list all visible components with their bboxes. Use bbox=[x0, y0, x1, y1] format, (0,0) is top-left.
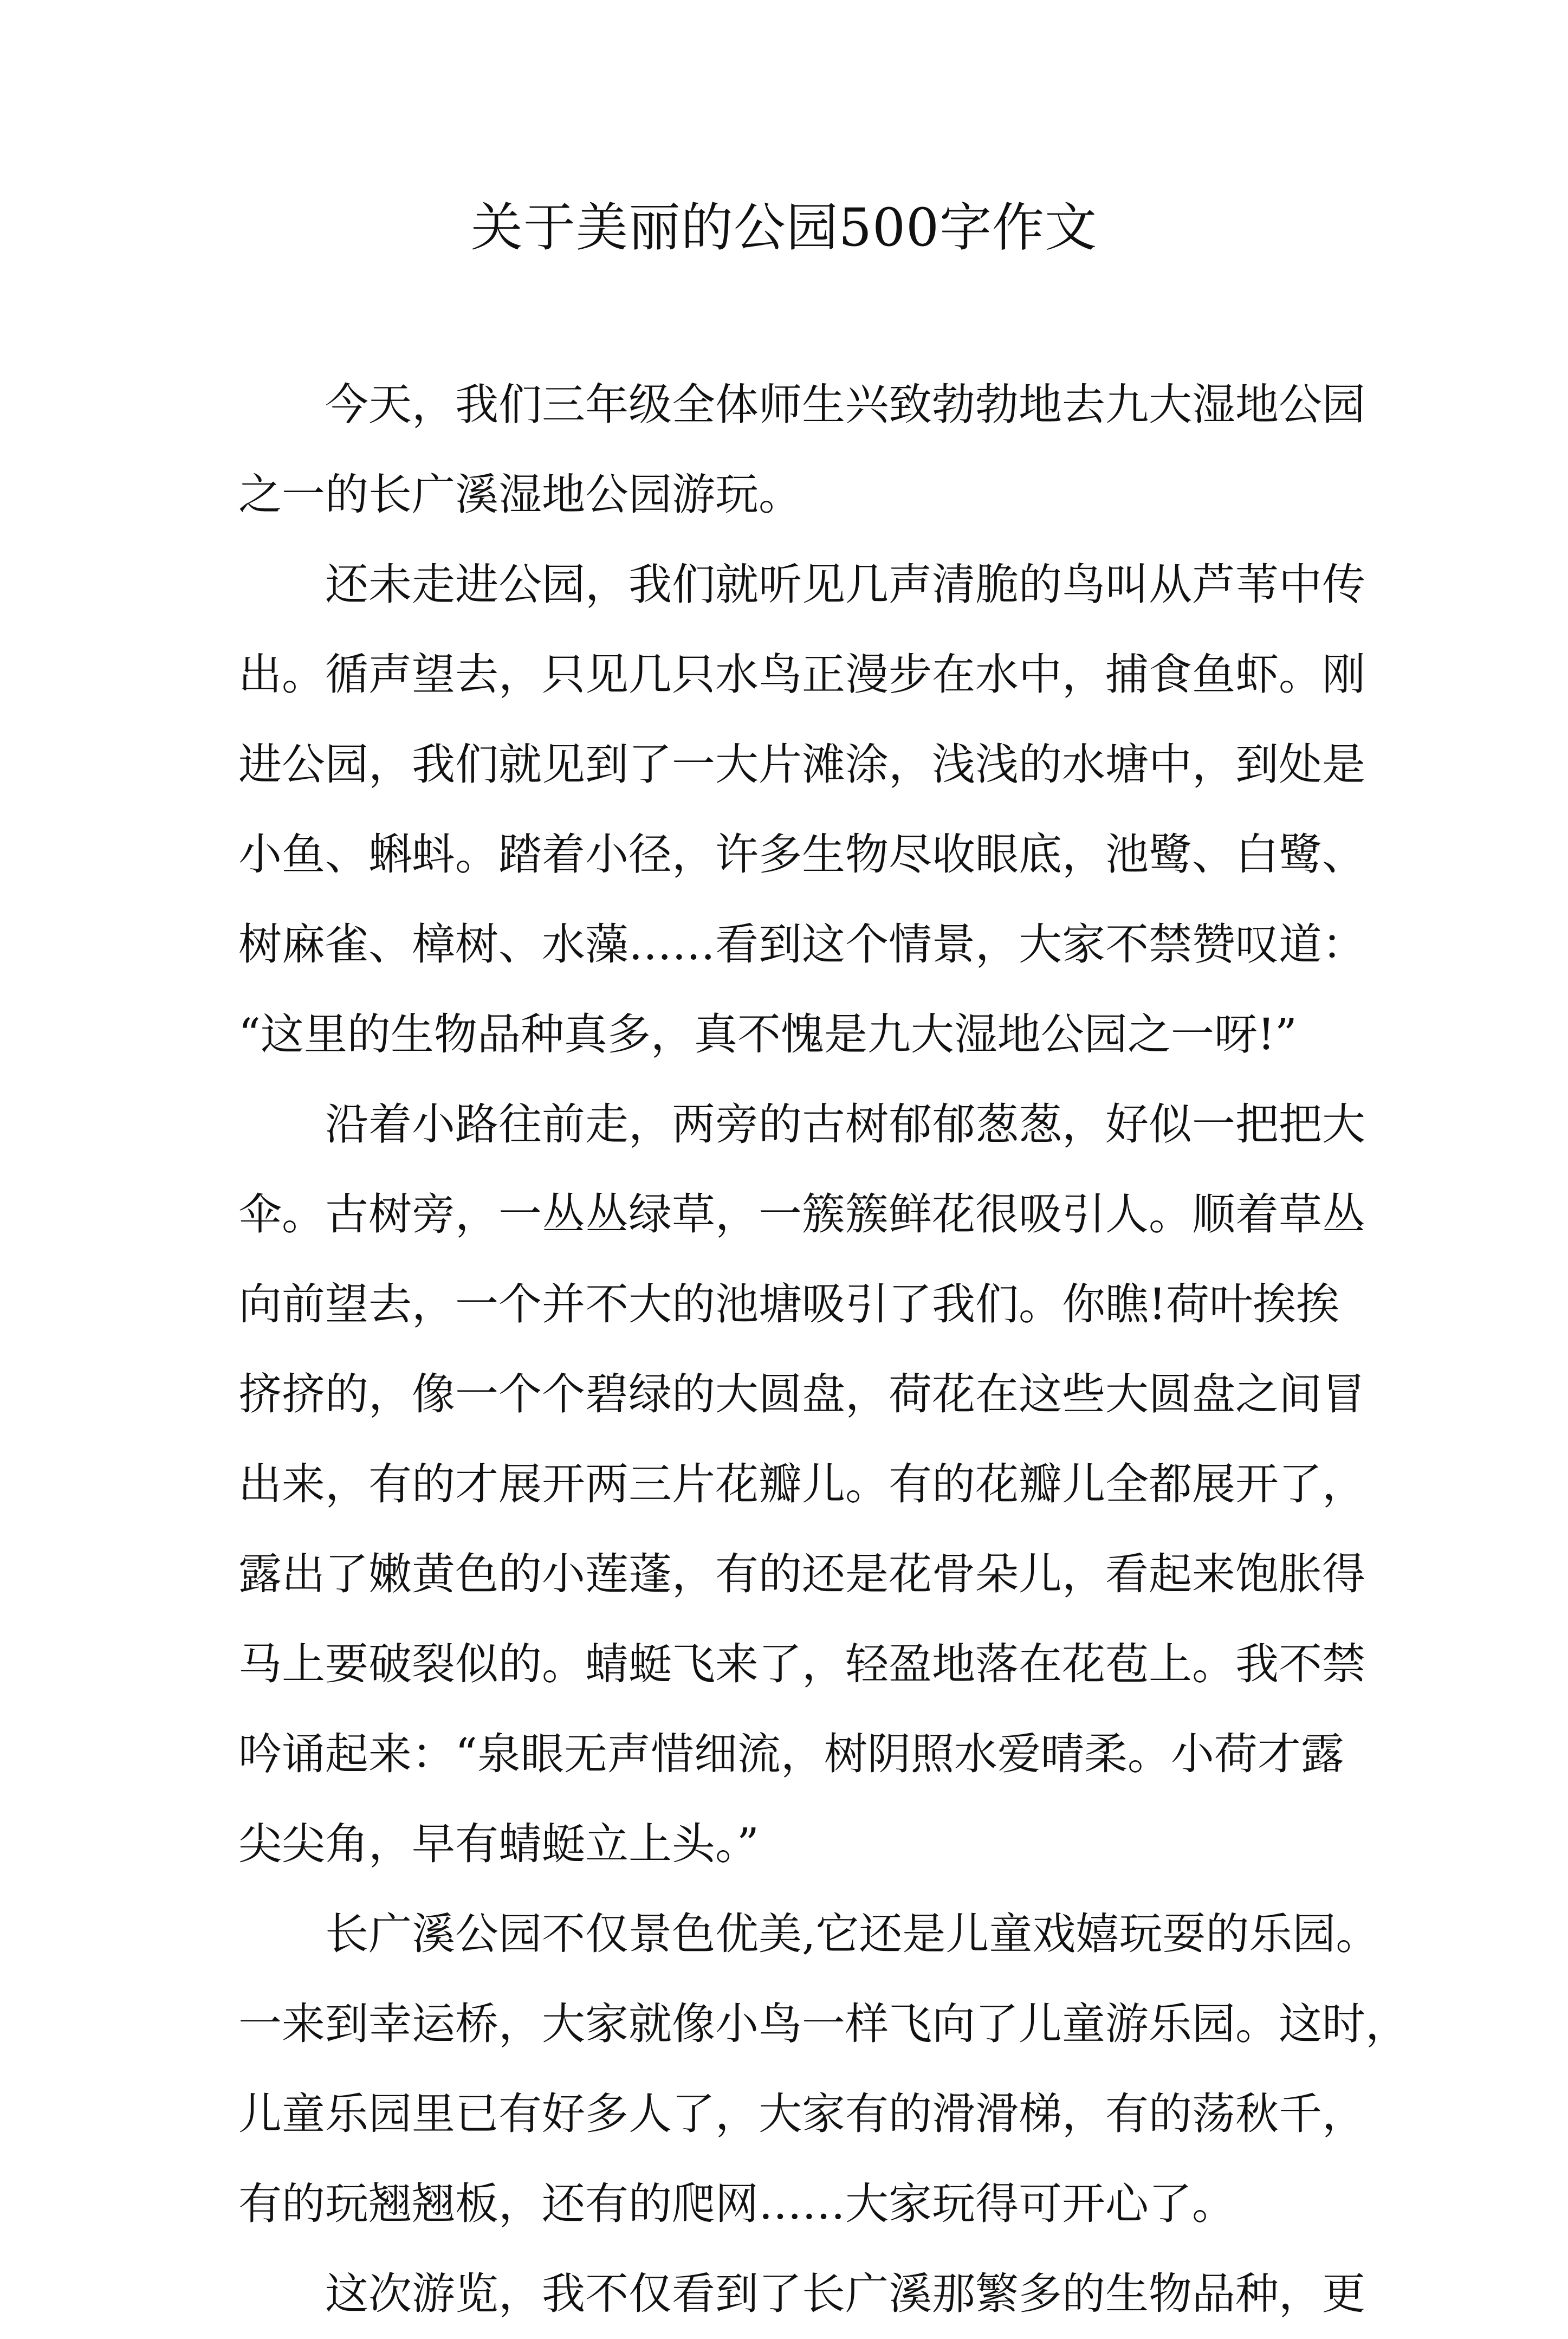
paragraph-line: 尖尖角，早有蜻蜓立上头。” bbox=[238, 1819, 759, 1869]
paragraph bbox=[238, 1080, 1365, 1889]
paragraph-line: 之一的长广溪湿地公园游玩。 bbox=[238, 469, 802, 520]
paragraph-line: 树麻雀、樟树、水藻……看到这个情景，大家不禁赞叹道： bbox=[238, 919, 1365, 970]
paragraph-line: 儿童乐园里已有好多人了，大家有的滑滑梯，有的荡秋千， bbox=[238, 2089, 1365, 2139]
paragraph-line: 沿着小路往前走，两旁的古树郁郁葱葱，好似一把把大 bbox=[325, 1099, 1365, 1149]
paragraph-line: 向前望去，一个并不大的池塘吸引了我们。你瞧!荷叶挨挨 bbox=[238, 1279, 1340, 1329]
document-title: 关于美丽的公园500字作文 bbox=[470, 197, 1098, 258]
paragraph-line: 吟诵起来：“泉眼无声惜细流，树阴照水爱晴柔。小荷才露 bbox=[238, 1729, 1344, 1779]
paragraph bbox=[238, 360, 1365, 540]
paragraph-line: 挤挤的，像一个个碧绿的大圆盘，荷花在这些大圆盘之间冒 bbox=[238, 1369, 1365, 1419]
paragraph-line: 伞。古树旁，一丛丛绿草，一簇簇鲜花很吸引人。顺着草丛 bbox=[238, 1189, 1365, 1239]
paragraph bbox=[238, 2249, 1365, 2339]
paragraph-line: 进公园，我们就见到了一大片滩涂，浅浅的水塘中，到处是 bbox=[238, 739, 1365, 790]
paragraph-line: 有的玩翘翘板，还有的爬网……大家玩得可开心了。 bbox=[238, 2179, 1235, 2229]
paragraph-line: 小鱼、蝌蚪。踏着小径，许多生物尽收眼底，池鹭、白鹭、 bbox=[238, 829, 1365, 880]
paragraph-line: 这次游览，我不仅看到了长广溪那繁多的生物品种，更 bbox=[325, 2269, 1365, 2319]
paragraph-line: 出来，有的才展开两三片花瓣儿。有的花瓣儿全都展开了， bbox=[238, 1459, 1365, 1509]
paragraph-line: 今天，我们三年级全体师生兴致勃勃地去九大湿地公园 bbox=[325, 379, 1365, 430]
paragraph bbox=[238, 1889, 1409, 2249]
paragraph-line: 露出了嫩黄色的小莲蓬，有的还是花骨朵儿，看起来饱胀得 bbox=[238, 1549, 1365, 1599]
paragraph-line: 一来到幸运桥，大家就像小鸟一样飞向了儿童游乐园。这时， bbox=[238, 1999, 1409, 2049]
paragraph-line: 马上要破裂似的。蜻蜓飞来了，轻盈地落在花苞上。我不禁 bbox=[238, 1639, 1365, 1689]
paragraph-line: “这里的生物品种真多，真不愧是九大湿地公园之一呀!” bbox=[238, 1009, 1297, 1059]
paragraph-line: 出。循声望去，只见几只水鸟正漫步在水中，捕食鱼虾。刚 bbox=[238, 649, 1365, 700]
paragraph bbox=[238, 540, 1365, 1080]
document-body bbox=[238, 360, 1409, 2339]
paragraph-line: 还未走进公园，我们就听见几声清脆的鸟叫从芦苇中传 bbox=[325, 559, 1365, 610]
paragraph-line: 长广溪公园不仅景色优美,它还是儿童戏嬉玩耍的乐园。 bbox=[325, 1909, 1379, 1959]
